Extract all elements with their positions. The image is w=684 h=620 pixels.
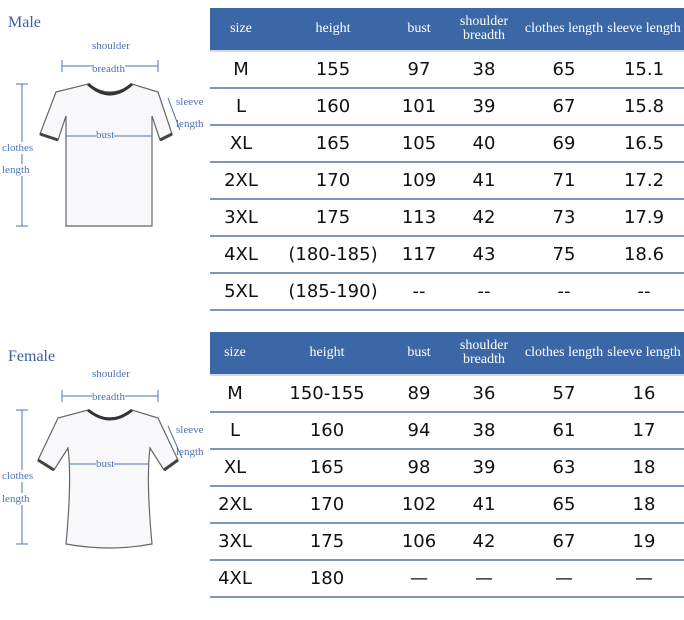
cell: — <box>524 560 604 597</box>
cell: 18.6 <box>604 236 684 273</box>
cell: 117 <box>394 236 444 273</box>
cell: 17.2 <box>604 162 684 199</box>
cell: 94 <box>394 412 444 449</box>
male-size-table <box>210 8 684 311</box>
table-row <box>210 236 684 273</box>
cell: — <box>444 560 524 597</box>
cell: — <box>394 560 444 597</box>
header-clothes-length: clothes length <box>524 8 604 51</box>
female-title: Female <box>8 348 56 365</box>
cell: 165 <box>272 125 394 162</box>
cell: 42 <box>444 199 524 236</box>
cell: 67 <box>524 523 604 560</box>
table-row <box>210 273 684 310</box>
cell: L <box>210 412 260 449</box>
cell: 75 <box>524 236 604 273</box>
cell: 57 <box>524 375 604 412</box>
cell: 17 <box>604 412 684 449</box>
male-label-shoulder: shoulder <box>92 40 130 52</box>
cell: -- <box>394 273 444 310</box>
cell: 2XL <box>210 162 272 199</box>
cell: 61 <box>524 412 604 449</box>
cell: 105 <box>394 125 444 162</box>
table-row <box>210 412 684 449</box>
cell: 65 <box>524 51 604 88</box>
female-header-row <box>210 332 684 375</box>
male-label-breadth: breadth <box>92 63 125 75</box>
header-shoulder-breadth: shoulder breadth <box>444 332 524 375</box>
cell: 4XL <box>210 560 260 597</box>
header-size: size <box>210 8 272 51</box>
female-label-clothes: clothes <box>2 470 34 482</box>
cell: 109 <box>394 162 444 199</box>
cell: 63 <box>524 449 604 486</box>
cell: 160 <box>272 88 394 125</box>
cell: 69 <box>524 125 604 162</box>
cell: 38 <box>444 412 524 449</box>
header-sleeve-length: sleeve length <box>604 8 684 51</box>
male-diagram <box>0 0 210 290</box>
cell: 17.9 <box>604 199 684 236</box>
cell: 41 <box>444 486 524 523</box>
cell: 40 <box>444 125 524 162</box>
female-section <box>0 330 684 608</box>
cell: 170 <box>272 162 394 199</box>
cell: 16.5 <box>604 125 684 162</box>
cell: 19 <box>604 523 684 560</box>
female-label-breadth: breadth <box>92 391 125 403</box>
cell: 18 <box>604 449 684 486</box>
cell: 36 <box>444 375 524 412</box>
header-shoulder-breadth: shoulder breadth <box>444 8 524 51</box>
female-size-table <box>210 332 684 598</box>
cell: -- <box>524 273 604 310</box>
cell: 3XL <box>210 523 260 560</box>
table-row <box>210 51 684 88</box>
female-label-bust: bust <box>96 458 115 470</box>
cell: 175 <box>272 199 394 236</box>
cell: 39 <box>444 88 524 125</box>
cell: -- <box>444 273 524 310</box>
cell: 160 <box>260 412 394 449</box>
cell: 150-155 <box>260 375 394 412</box>
cell: 102 <box>394 486 444 523</box>
cell: 71 <box>524 162 604 199</box>
table-row <box>210 449 684 486</box>
male-label-sleeve: sleeve <box>176 96 204 108</box>
header-height: height <box>260 332 394 375</box>
cell: 180 <box>260 560 394 597</box>
header-size: size <box>210 332 260 375</box>
cell: XL <box>210 449 260 486</box>
cell: 16 <box>604 375 684 412</box>
cell: 97 <box>394 51 444 88</box>
cell: 18 <box>604 486 684 523</box>
female-diagram <box>0 330 210 620</box>
table-row <box>210 162 684 199</box>
cell: 5XL <box>210 273 272 310</box>
cell: 73 <box>524 199 604 236</box>
cell: 2XL <box>210 486 260 523</box>
female-label-sleeve-length: length <box>176 446 204 458</box>
cell: 67 <box>524 88 604 125</box>
cell: 15.8 <box>604 88 684 125</box>
cell: 41 <box>444 162 524 199</box>
male-label-clothes: clothes <box>2 142 34 154</box>
cell: — <box>604 560 684 597</box>
cell: 98 <box>394 449 444 486</box>
cell: 3XL <box>210 199 272 236</box>
cell: XL <box>210 125 272 162</box>
cell: 155 <box>272 51 394 88</box>
cell: 42 <box>444 523 524 560</box>
table-row <box>210 523 684 560</box>
cell: (185-190) <box>272 273 394 310</box>
header-bust: bust <box>394 332 444 375</box>
cell: L <box>210 88 272 125</box>
cell: 170 <box>260 486 394 523</box>
header-height: height <box>272 8 394 51</box>
table-row <box>210 199 684 236</box>
table-row <box>210 125 684 162</box>
male-label-sleeve-length: length <box>176 118 204 130</box>
cell: 89 <box>394 375 444 412</box>
cell: 175 <box>260 523 394 560</box>
header-clothes-length: clothes length <box>524 332 604 375</box>
cell: 39 <box>444 449 524 486</box>
cell: 101 <box>394 88 444 125</box>
cell: 65 <box>524 486 604 523</box>
female-label-sleeve: sleeve <box>176 424 204 436</box>
cell: 38 <box>444 51 524 88</box>
male-label-bust: bust <box>96 129 115 141</box>
male-header-row <box>210 8 684 51</box>
header-bust: bust <box>394 8 444 51</box>
female-label-shoulder: shoulder <box>92 368 130 380</box>
cell: -- <box>604 273 684 310</box>
cell: 106 <box>394 523 444 560</box>
cell: 15.1 <box>604 51 684 88</box>
cell: 43 <box>444 236 524 273</box>
male-label-clothes-length: length <box>2 164 30 176</box>
table-row <box>210 88 684 125</box>
cell: (180-185) <box>272 236 394 273</box>
header-sleeve-length: sleeve length <box>604 332 684 375</box>
female-label-clothes-length: length <box>2 493 30 505</box>
table-row <box>210 560 684 597</box>
table-row <box>210 486 684 523</box>
cell: M <box>210 375 260 412</box>
male-title: Male <box>8 14 41 31</box>
cell: 165 <box>260 449 394 486</box>
table-row <box>210 375 684 412</box>
cell: M <box>210 51 272 88</box>
cell: 4XL <box>210 236 272 273</box>
cell: 113 <box>394 199 444 236</box>
